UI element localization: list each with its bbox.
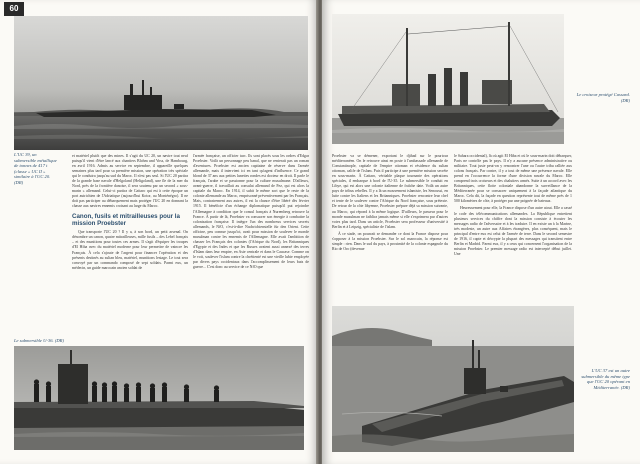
cruiser-cassard-photo [332,14,564,144]
right-page [322,0,640,464]
caption-uc37: L'UC 37 est un autre submersible du même type que l'UC 20 opérant en Méditerranée. (DR) [581,368,630,390]
cruiser-cassard-image [332,14,564,144]
submarine-uc37-photo [332,306,574,452]
paragraph: et matériel plutôt que des mines. Il s'agit du UC 20, un navire tout neuf puisqu'il vient d'être lancé aux chantiers Blohm und Voss, de Hambourg, en avril 1916. Admis au service en septembre, il appareille quelques semaines plus tard pour sa première mission, une opération très spéciale qui le conduira jusqu'au sud du Maroc. Il n'est pas seul. Si l'UC 20 partira de la grande base navale d'Helgoland (Heligoland), une île de la mer du Nord, près de la frontière danoise, il sera soutenu par un second « sous-marin » allemand. Celui-ci partira de Cattaro qui est à cette époque un port autrichien de l'Adriatique (aujourd'hui Kotor, au Monténégro). Il ne doit pas participer au débarquement mais protéger l'UC 20 en donnant la chasse aux navires ennemis croisant au large du Maroc. [72,154,188,209]
left-page [0,0,318,464]
paragraph: Que transporte l'UC 20 ? Il y a, à son bord, un petit arsenal. On dénombre un canon, quatre mitrailleuses, mille fusils – des Lebel français – et des munitions pour toutes ces armes. Il s'agit d'équiper les troupes d'El Hiba avec du matériel moderne pour leur permettre de vaincre les Français. À cela s'ajoute de l'argent pour financer l'opération et des présents destinés au sultan bleu, matériel, munitions lestage. Le tout sera convoyé par un commando composé de sept soldats. Parmi eux, un médecin, un guide marocain ancien soldat de [72,230,188,270]
paragraph: À ce stade, on pourrait se demander ce dont la France dispose pour s'opposer à la mission Proebster. Sur le sol marocain, la réponse est simple : rien. Dans le sud du pays, à proximité de la colonie espagnole du Rio de Oro (devenue [332,231,448,251]
submarine-uc39-photo [14,16,308,150]
section-headline: Canon, fusils et mitrailleuses pour la mission Proebster [72,212,180,227]
paragraph: Proebster va se démener, exportant le djihad sur le pourtour méditerranéen. On le retrouve ainsi en poste à l'ambassade allemande de Constantinople, capitale de l'empire ottoman et résidence du sultan ottoman, calife de l'islam. Puis il participe à une première mission secrète en sous-marin. À Cattaro, véritable plaque tournante des opérations spéciales, il embarque à bord de l'U-35. Le submersible le conduit en Libye, qui est alors une colonie italienne de fraîche date. Voilà un autre pays de tribus rebelles. Il y a là un mouvement islamiste, les Senoussi, en lutte contre les Italiens et les Britanniques. Proebster rencontre leur chef et tente de le soulever contre l'Afrique du Nord française, sous prétexte. De retour de la côte libyenne, Proebster prépare déjà sa mission suivante, au Maroc, qui répond à la même logique. D'ailleurs, le passeur pour le monde musulman ne faiblira jamais même si elle s'exprimera par d'autres voies plus tard. Dans un article, Proebster sera professeur d'université à Berlin et à Leipzig, spécialiste de l'islam. [332,154,448,229]
article-column-1 [72,154,188,340]
article-column-2 [193,154,309,340]
page-number: 60 [4,2,24,16]
article-column-3 [332,154,448,300]
caption-cassard: Le croiseur protégé Cassard. (DR) [576,92,630,103]
article-column-4 [454,154,572,300]
caption-uc39: L'UC 39, un submersible métallique de tonnes de 417 t (classe « UC II » similaire à l'UC 20. (DR) [14,152,57,185]
caption-u36: Le submersible U-36. (DR) [14,338,65,343]
paragraph: Heureusement pour elle, la France dispose d'un autre atout. Elle a cassé le code des télécommunications allemandes. La République entretient plusieurs services du chiffre dont la mission consiste à écouter les messages radio de l'adversaire et à les traduire. Il en existe un à la Marine, très modeste, un autre aux Affaires étrangères, plus conséquent, mais le principal d'entre eux est celui de l'armée de terre. Dans le second semestre de 1916, il capte et décrypte la plupart des messages qui transitent entre Berlin et Madrid. Parmi eux, il y a ceux qui concernent l'organisation de la mission Proebster. Le premier message radio est intercepté début juillet. Une [454,206,572,256]
submarine-uc37-image [332,306,574,452]
paragraph: l'armée française, un officier turc. Ils sont placés sous les ordres d'Edgar Proebster. Voilà un personnage peu banal, que ne renierait pas un roman d'aventures. Proebster est ancien capitaine de réserve dans l'armée allemande, mais il intervient ici en tant qu'agent d'influence. Ce grand blond de 37 ans aux petites lunettes rondes est docteur en droit. Il parle le français, l'arabe et se passionne pour la culture musulmane. D'ailleurs, avant-guerre, il travaillait au consulat allemand de Fez, qui est alors la capitale du Maroc. En 1914, il subit le même sort que le reste de la colonie allemande au Maroc, emprisonné préventivement par les Français. Mais, contrairement aux autres, il est la chance d'être libéré dès février 1915. Il bénéficie d'un échange diplomatique puisqu'il put rejoindre l'Allemagne à condition que le consul français à Nuremberg retrouve la France. À partir de là, Proebster va consacrer son énergie à combattre la colonisation française. Il intègre l'un des nombreux services secrets allemands, le NfO, c'est-à-dire Nachrichtenstelle für den Orient. Cette officine, peu connue jusqu'ici, avait pour mission de soulever le monde musulman contre les ennemis de l'Allemagne. Elle avait l'ambition de chasser les Français des colonies (l'Afrique du Nord), les Britanniques d'Egypte et des Indes et que les Russes avaient aussi annexé des terres d'Islam dans leur empire, en Asie centrale et dans le Caucase. Comme on le voit, soulever l'islam contre la chrétienté est une vieille lubie employée par divers pays occidentaux dans l'accomplissement de leurs buts de guerre... C'est donc au service de ce NfO que [193,154,309,270]
paragraph: le Sahara occidental), là où agit El Hiba et où le sous-marin doit débarquer, Paris ne contrôle pas le pays. Il n'y a aucune présence administrative ou militaire. Tout juste peut-on y rencontrer l'une ou l'autre tribu ralliée aux colons français. Par contre, il y a tout de même une présence navale. Elle prend en l'occurrence la forme d'une division navale du Maroc. Elle comprend trois croiseurs et des chalutiers armés. Suite à un accord avec les Britanniques, cette flotte coloniale abandonne la surveillance de la Méditerranée pour se consacrer uniquement à la façade atlantique du Maroc. Cela dit, la façade en question représente tout de même près de 1 500 kilomètres de côte, à protéger par une poignée de bateaux. [454,154,572,204]
submarine-uc39-image [14,16,308,150]
submarine-u36-crew-photo [14,346,304,450]
submarine-u36-image [14,346,304,450]
